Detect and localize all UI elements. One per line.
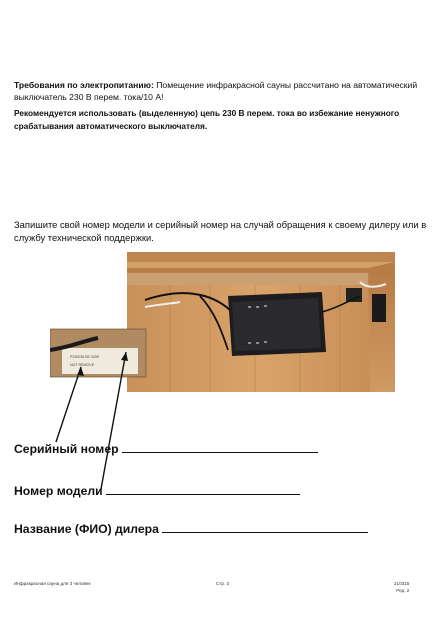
serial-number-label: Серийный номер: [14, 442, 119, 456]
power-requirements-text: Помещение инфракрасной сауны рассчитано на автоматический выключатель 230 В перем. тока/10 A!: [14, 80, 418, 102]
model-number-field: [14, 482, 300, 498]
model-number-label: Номер модели: [14, 484, 103, 498]
serial-number-field: [14, 440, 318, 456]
photo-label-line1: P230035 B0 3035: [70, 355, 99, 359]
photo-label-line2: NOT REMOVE: [70, 363, 95, 367]
footer-right: [394, 581, 409, 593]
footer-left: Инфракрасная сауна для 3 человек: [14, 581, 91, 586]
footer-date: 210315: [394, 581, 410, 586]
power-requirements-heading: Требования по электропитанию:: [14, 80, 154, 90]
power-recommendation: Рекомендуется использовать (выделенную) цепь 230 В перем. тока во избежание ненужного срабатывания автоматического выключателя.: [14, 108, 400, 131]
footer-revision: Ред. 2: [396, 588, 410, 593]
serial-number-line[interactable]: [122, 440, 318, 453]
dealer-name-line[interactable]: [162, 520, 368, 533]
dealer-name-label: Название (ФИО) дилера: [14, 522, 159, 536]
dealer-name-field: [14, 520, 368, 536]
model-number-line[interactable]: [106, 482, 300, 495]
record-note: Запишите свой номер модели и серийный номер на случай обращения к своему дилеру или в службу технической поддержки.: [14, 219, 427, 243]
footer-page: Стр. 3: [216, 581, 230, 586]
